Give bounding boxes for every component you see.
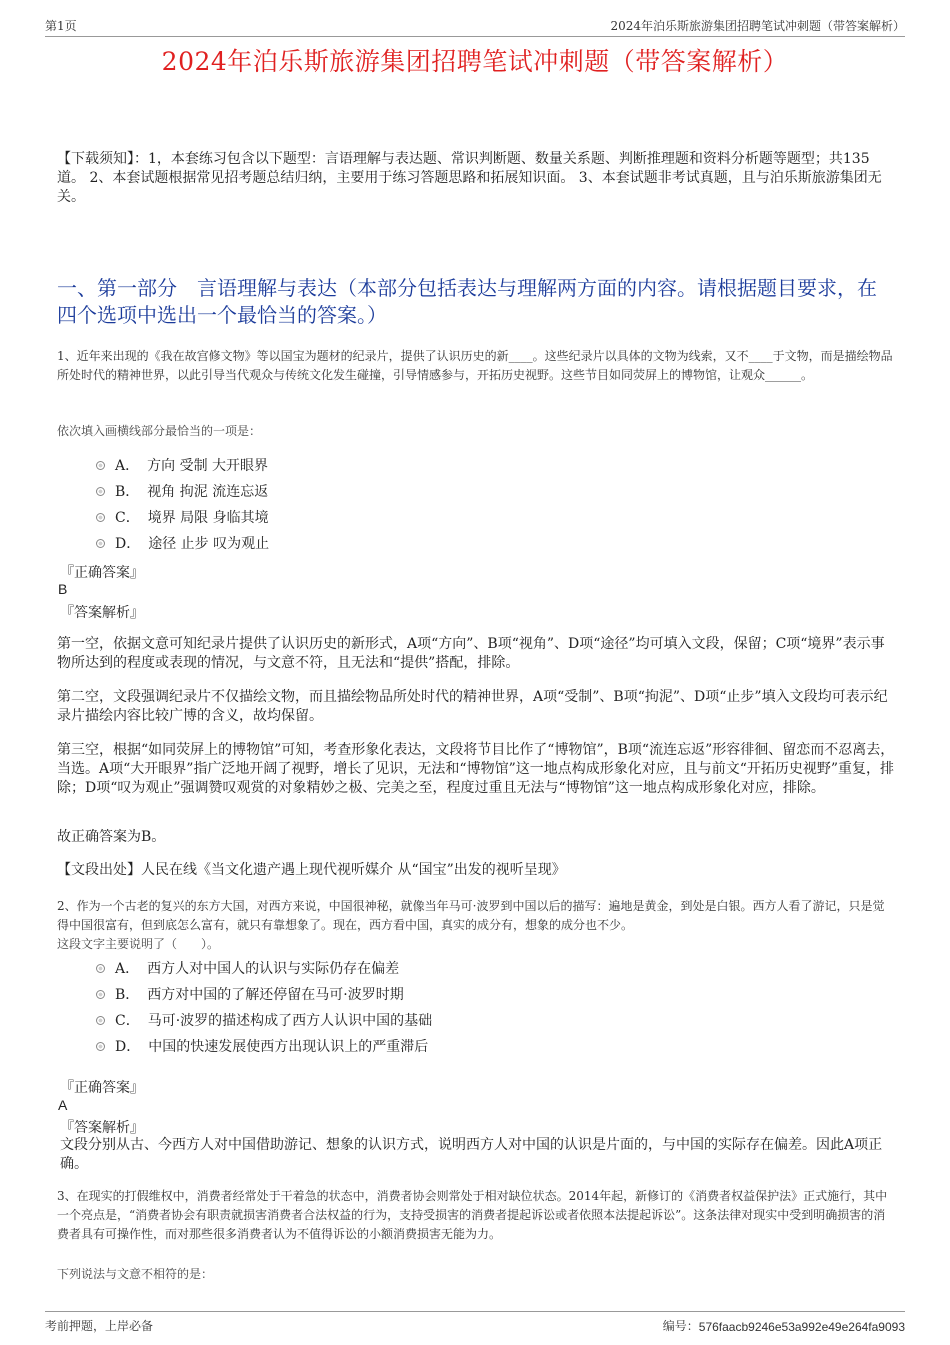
question-2-prompt: 这段文字主要说明了（ ）。 bbox=[57, 937, 220, 951]
footer-slogan: 考前押题，上岸必备 bbox=[45, 1319, 154, 1333]
question-3-prompt: 下列说法与文意不相符的是： bbox=[57, 1267, 214, 1281]
question-1-option-a[interactable] bbox=[96, 452, 269, 478]
question-2-option-a[interactable] bbox=[96, 955, 432, 981]
option-letter: D． bbox=[115, 1039, 141, 1055]
option-letter: B． bbox=[115, 484, 140, 500]
question-2-option-c[interactable] bbox=[96, 1007, 432, 1033]
option-letter: C． bbox=[115, 1013, 140, 1029]
question-1-options bbox=[96, 452, 269, 556]
question-1-prompt: 依次填入画横线部分最恰当的一项是： bbox=[57, 424, 262, 438]
option-text: 视角 拘泥 流连忘返 bbox=[147, 484, 269, 500]
question-1-conclusion: 故正确答案为B。 bbox=[57, 829, 166, 845]
option-text: 途径 止步 叹为观止 bbox=[148, 536, 270, 552]
radio-icon[interactable] bbox=[96, 990, 105, 999]
option-text: 方向 受制 大开眼界 bbox=[147, 458, 269, 474]
option-text: 马可·波罗的描述构成了西方人认识中国的基础 bbox=[147, 1013, 433, 1029]
question-1-analysis-para-3: 第三空，根据“如同荧屏上的博物馆”可知，考查形象化表达，文段将节目比作了“博物馆”，B项“流连忘返”形容徘徊、留恋而不忍离去，当选。A项“大开眼界”指广泛地开阔了视野，增长了见识，无法和“博物馆”这一地点构成形象化对应，且与前文“开拓历史视野”重复，排除；D项“叹为观止”强调赞叹观赏的对象精妙之极、完美之至，程度过重且无法与“博物馆”这一地点构成形象化对应，排除。 bbox=[57, 742, 895, 796]
section-heading: 一、第一部分 言语理解与表达（本部分包括表达与理解两方面的内容。请根据题目要求，在四个选项中选出一个最恰当的答案。） bbox=[57, 276, 877, 327]
radio-icon[interactable] bbox=[96, 1042, 105, 1051]
option-letter: D． bbox=[115, 536, 141, 552]
option-letter: C． bbox=[115, 510, 140, 526]
option-letter: A． bbox=[115, 458, 140, 474]
page-number: 第1页 bbox=[45, 19, 77, 33]
question-1-option-c[interactable] bbox=[96, 504, 269, 530]
question-2-options bbox=[96, 955, 432, 1059]
option-letter: B． bbox=[115, 987, 140, 1003]
serial-label: 编号： bbox=[662, 1319, 699, 1333]
page-footer bbox=[45, 1311, 905, 1334]
question-1-stem: 1、近年来出现的《我在故宫修文物》等以国宝为题材的纪录片，提供了认识历史的新____。这些纪录片以具体的文物为线索，又不____于文物，而是描绘物品所处时代的精神世界，以此引导当代观众与传统文化发生碰撞，引导情感参与，开拓历史视野。这些节目如同荧屏上的博物馆，让观众______。 bbox=[57, 349, 893, 382]
question-1-option-b[interactable] bbox=[96, 478, 269, 504]
question-1-answer-label: 『正确答案』 bbox=[60, 565, 144, 581]
radio-icon[interactable] bbox=[96, 461, 105, 470]
question-1-analysis-label: 『答案解析』 bbox=[60, 605, 144, 621]
question-1-analysis-para-2: 第二空，文段强调纪录片不仅描绘文物，而且描绘物品所处时代的精神世界，A项“受制”、B项“拘泥”、D项“止步”填入文段均可表示纪录片描绘内容比较广博的含义，故均保留。 bbox=[57, 689, 888, 724]
page-header bbox=[45, 14, 905, 37]
question-3-stem: 3、在现实的打假维权中，消费者经常处于干着急的状态中，消费者协会则常处于相对缺位状态。2014年起，新修订的《消费者权益保护法》正式施行，其中一个亮点是，“消费者协会有职责就损害消费者合法权益的行为，支持受损害的消费者提起诉讼或者依照本法提起诉讼”。这条法律对现实中受到明确损害的消费者具有可操作性，而对那些很多消费者认为不值得诉讼的小额消费损害无能为力。 bbox=[57, 1189, 888, 1241]
radio-icon[interactable] bbox=[96, 539, 105, 548]
serial-number: 576faacb9246e53a992e49e264fa9093 bbox=[698, 1320, 905, 1334]
question-1-analysis-para-1: 第一空，依据文意可知纪录片提供了认识历史的新形式，A项“方向”、B项“视角”、D项“途径”均可填入文段，保留；C项“境界”表示事物所达到的程度或表现的情况，与文意不符，且无法和“提供”搭配，排除。 bbox=[57, 636, 885, 671]
option-text: 中国的快速发展使西方出现认识上的严重滞后 bbox=[148, 1039, 429, 1055]
option-letter: A． bbox=[115, 961, 140, 977]
option-text: 境界 局限 身临其境 bbox=[147, 510, 269, 526]
download-notice: 【下载须知】：1，本套练习包含以下题型：言语理解与表达题、常识判断题、数量关系题、判断推理题和资料分析题等题型；共135道。 2、本套试题根据常见招考题总结归纳，主要用于练习答题思路和拓展知识面。 3、本套试题非考试真题，且与泊乐斯旅游集团无关。 bbox=[57, 151, 882, 205]
question-2-analysis-label: 『答案解析』 bbox=[60, 1120, 144, 1136]
question-2-stem: 2、作为一个古老的复兴的东方大国，对西方来说，中国很神秘，就像当年马可·波罗到中国以后的描写：遍地是黄金，到处是白银。西方人看了游记，只是觉得中国很富有，但到底怎么富有，就只有靠想象了。现在，西方看中国，真实的成分有，想象的成分也不少。 bbox=[57, 899, 885, 932]
radio-icon[interactable] bbox=[96, 513, 105, 522]
question-2-option-b[interactable] bbox=[96, 981, 432, 1007]
radio-icon[interactable] bbox=[96, 487, 105, 496]
document-title: 2024年泊乐斯旅游集团招聘笔试冲刺题（带答案解析） bbox=[161, 47, 789, 76]
option-text: 西方对中国的了解还停留在马可·波罗时期 bbox=[147, 987, 404, 1003]
question-1-option-d[interactable] bbox=[96, 530, 269, 556]
radio-icon[interactable] bbox=[96, 1016, 105, 1025]
question-1-source: 【文段出处】人民在线《当文化遗产遇上现代视听媒介 从“国宝”出发的视听呈现》 bbox=[57, 862, 566, 878]
question-2-analysis-para-1: 文段分别从古、今西方人对中国借助游记、想象的认识方式，说明西方人对中国的认识是片面的，与中国的实际存在偏差。因此A项正确。 bbox=[60, 1137, 883, 1172]
footer-serial-group bbox=[663, 1317, 905, 1334]
question-2-answer: A bbox=[58, 1097, 68, 1113]
question-1-answer: B bbox=[58, 581, 68, 597]
question-2-option-d[interactable] bbox=[96, 1033, 432, 1059]
running-title: 2024年泊乐斯旅游集团招聘笔试冲刺题（带答案解析） bbox=[610, 19, 905, 33]
radio-icon[interactable] bbox=[96, 964, 105, 973]
question-2-answer-label: 『正确答案』 bbox=[60, 1080, 144, 1096]
option-text: 西方人对中国人的认识与实际仍存在偏差 bbox=[147, 961, 400, 977]
